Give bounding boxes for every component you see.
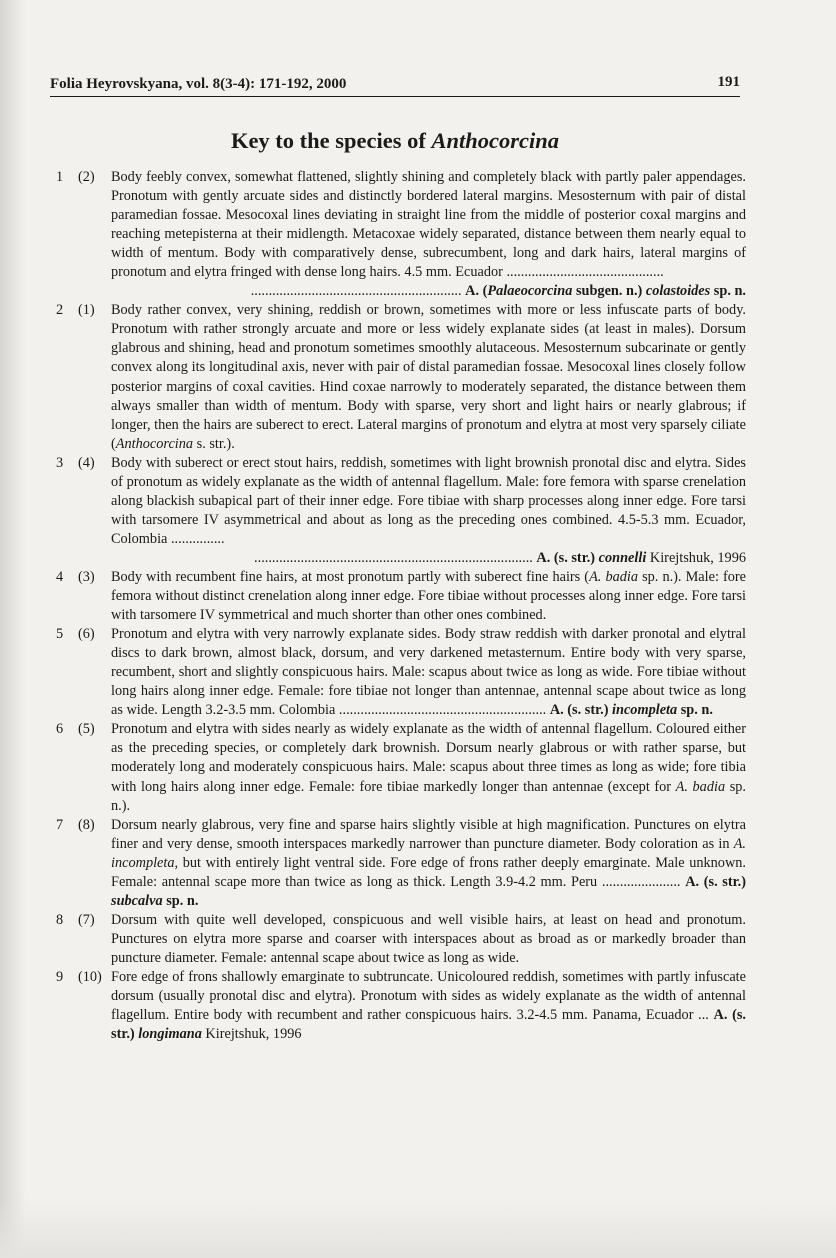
species-name: A. incompleta bbox=[111, 835, 746, 871]
taxon-genus-abbrev: A. ( bbox=[465, 283, 488, 300]
couplet-text bbox=[111, 168, 746, 282]
couplet-number: 5 bbox=[56, 626, 64, 643]
taxon-authority: Kirejtshuk, 1996 bbox=[646, 549, 746, 566]
page-number: 191 bbox=[717, 74, 740, 90]
leader-dots: .............................................................................. bbox=[254, 549, 533, 566]
couplet-number: 2 bbox=[56, 302, 64, 319]
couplet-reference: (7) bbox=[78, 911, 95, 928]
species-name: A. badia bbox=[675, 778, 726, 795]
couplet-description: Pronotum and elytra with very narrowly explanate sides. Body straw reddish with darker pronotal and elytral discs to dark brown, almost black, dorsum, and very darkened metasternum. Entire body with very sparse, recumbent, short and slightly conspicuous hairs. Male: scapus about twice as long as wide. Fore tibiae without long hairs along inner edge. Female: fore tibiae not longer than antennae, antennal scape about twice as long as wide. Length 3.2-3.5 mm. Colombia .......................................................... bbox=[111, 626, 746, 719]
taxon-authority: sp. n. bbox=[677, 702, 713, 719]
couplet-number: 8 bbox=[56, 911, 64, 928]
couplet-description: Dorsum with quite well developed, conspicuous and well visible hairs, at least on head and pronotum. Punctures on elytra more sparse and coarser with interspaces about as broad as or markedly broader than puncture diameter. Female: antennal scape about twice as long as wide. bbox=[111, 911, 746, 966]
key-couplet-2 bbox=[56, 301, 746, 453]
taxon-authority: sp. n. bbox=[162, 892, 199, 909]
taxon-species: subcalva bbox=[111, 892, 163, 909]
couplet-text bbox=[111, 568, 746, 625]
key-couplet-6 bbox=[56, 720, 746, 815]
couplet-description: Body feebly convex, somewhat flattened, slightly shining and completely black with partly paler appendages. Pronotum with gently arcuate sides and distinctly bordered lateral margins. Mesosternum with pair of distal paramedian fossae. Mesocoxal lines deviating in straight line from the middle of posterior coxal margins and reaching metepisterna at their midlength. Metacoxae widely separated, distance between them nearly equal to width of mentum. Body with comparatively dense, subrecumbent, long and dark hairs, lateral margins of pronotum and elytra fringed with dense long hairs. 4.5 mm. Ecuador ............................................ bbox=[111, 169, 746, 281]
couplet-description: Pronotum and elytra with sides nearly as widely explanate as the width of antennal flagellum. Coloured either as the preceding species, or completely dark brownish. Dorsum nearly glabrous or with rather sparse, but moderately long and moderately conspicuous hairs. Male: scapus about three times as long as wide; fore tibia with long hairs along inner edge. Female: fore tibiae markedly longer than antennae (except for bbox=[111, 721, 746, 795]
taxon-authority: sp. n. bbox=[710, 283, 746, 300]
couplet-text bbox=[111, 816, 746, 911]
taxon-genus-abbrev: A. (s. str.) bbox=[549, 702, 613, 719]
genus-name: Anthocorcina bbox=[115, 435, 194, 452]
couplet-description-end: s. str.). bbox=[193, 435, 235, 452]
couplet-number: 6 bbox=[56, 721, 64, 738]
couplet-text bbox=[111, 625, 746, 720]
couplet-description-end: , but with entirely light ventral side. Fore edge of frons rather deeply emarginate. Male unknown. Female: antennal scape more than twice as long as thick. Length 3.9-4.2 mm. Peru ...................... bbox=[111, 854, 746, 890]
running-header bbox=[50, 74, 740, 97]
couplet-result-line bbox=[111, 549, 746, 568]
couplet-reference: (6) bbox=[78, 626, 95, 643]
couplet-text bbox=[111, 301, 746, 453]
title-genus: Anthocorcina bbox=[431, 128, 560, 153]
section-title bbox=[50, 128, 740, 154]
couplet-text bbox=[111, 720, 746, 815]
couplet-description: Body with recumbent fine hairs, at most pronotum partly with suberect fine hairs ( bbox=[111, 568, 590, 585]
leader-dots: ........................................................... bbox=[250, 283, 462, 300]
title-prefix: Key to the species of bbox=[230, 128, 432, 153]
key-couplet-4 bbox=[56, 568, 746, 625]
couplet-description: Body rather convex, very shining, reddish or brown, sometimes with more or less infuscate parts of body. Pronotum with rather strongly arcuate and more or less widely explanate sides (at least in males). Dorsum glabrous and shining, head and pronotum sometimes smoothly alutaceous. Mesosternum subcarinate or gently convex along its longitudinal axis, never with pair of distal paramedian fossae. Mesocoxal lines closely follow posterior margins of coxal cavities. Hind coxae narrowly to moderately separated, the distance between them always smaller than width of mentum. Body with sparse, very short and light hairs or nearly glabrous; if longer, then the hairs are suberect to erect. Lateral margins of pronotum and elytra at most very sparsely ciliate ( bbox=[111, 302, 746, 452]
taxon-rank-note: subgen. n.) bbox=[572, 283, 646, 300]
couplet-result-line bbox=[111, 282, 746, 301]
species-name: A. badia bbox=[589, 568, 639, 585]
couplet-reference: (4) bbox=[78, 454, 95, 471]
couplet-description: Dorsum nearly glabrous, very fine and sparse hairs slightly visible at high magnification. Punctures on elytra finer and very dense, smooth interspaces markedly narrower than puncture diameter. Body coloration as in bbox=[111, 816, 746, 852]
taxon-species: connelli bbox=[598, 549, 647, 566]
taxon-authority: Kirejtshuk, 1996 bbox=[201, 1026, 302, 1043]
couplet-number: 9 bbox=[56, 968, 64, 985]
couplet-number: 7 bbox=[56, 816, 64, 833]
taxon-species: longimana bbox=[138, 1026, 202, 1043]
key-couplet-1 bbox=[56, 168, 746, 301]
identification-key bbox=[56, 168, 746, 1044]
couplet-reference: (1) bbox=[78, 302, 95, 319]
couplet-number: 4 bbox=[56, 568, 64, 585]
page-bottom-shadow bbox=[0, 1198, 836, 1258]
key-couplet-5 bbox=[56, 625, 746, 720]
taxon-genus-abbrev: A. (s. str.) bbox=[685, 873, 747, 890]
couplet-reference: (3) bbox=[78, 568, 95, 585]
couplet-reference: (8) bbox=[78, 816, 95, 833]
couplet-reference: (2) bbox=[78, 169, 95, 185]
taxon-genus-abbrev: A. (s. str.) bbox=[111, 1007, 746, 1043]
couplet-description-end: sp. n.). bbox=[111, 778, 746, 814]
page-gutter-shadow bbox=[0, 0, 26, 1258]
couplet-description-end: sp. n.). Male: fore femora without distinct crenelation along inner edge. Fore tibiae without processes along inner edge. Fore tarsi with tarsomere IV symmetrical and much shorter than other ones combined. bbox=[111, 568, 747, 624]
couplet-reference: (10) bbox=[78, 968, 102, 985]
taxon-genus-abbrev: A. (s. str.) bbox=[536, 549, 599, 566]
couplet-description: Fore edge of frons shallowly emarginate to subtruncate. Unicoloured reddish, sometimes with partly infuscate dorsum (usually pronotal disc and elytra). Pronotum with sides as widely explanate as the width of antennal flagellum. Entire body with recumbent and rather conspicuous hairs. 3.2-4.5 mm. Panama, Ecuador ... bbox=[111, 968, 746, 1024]
couplet-reference: (5) bbox=[78, 721, 95, 738]
journal-citation: Folia Heyrovskyana, vol. 8(3-4): 171-192, 2000 bbox=[50, 76, 347, 92]
taxon-result bbox=[550, 702, 713, 718]
couplet-number: 3 bbox=[56, 454, 64, 471]
couplet-text bbox=[111, 911, 746, 968]
key-couplet-9 bbox=[56, 968, 746, 1044]
couplet-number: 1 bbox=[56, 169, 64, 185]
couplet-text bbox=[111, 454, 746, 549]
key-couplet-7 bbox=[56, 816, 746, 911]
taxon-species: incompleta bbox=[612, 702, 678, 719]
couplet-description: Body with suberect or erect stout hairs, reddish, sometimes with light brownish pronotal disc and elytra. Sides of pronotum as widely explanate as the width of antennal flagellum. Male: fore femora with sparse crenelation along blackish subapical part of their inner edge. Fore tibiae with sharp processes along inner edge. Fore tarsi with tarsomere IV asymmetrical and about as long as the preceding ones combined. 4.5-5.3 mm. Ecuador, Colombia ............... bbox=[111, 454, 746, 547]
key-couplet-3 bbox=[56, 454, 746, 568]
couplet-text bbox=[111, 968, 746, 1044]
taxon-result bbox=[465, 283, 746, 299]
key-couplet-8 bbox=[56, 911, 746, 968]
taxon-result bbox=[536, 550, 646, 566]
taxon-species: colastoides bbox=[645, 283, 711, 300]
taxon-subgenus: Palaeocorcina bbox=[487, 283, 573, 300]
